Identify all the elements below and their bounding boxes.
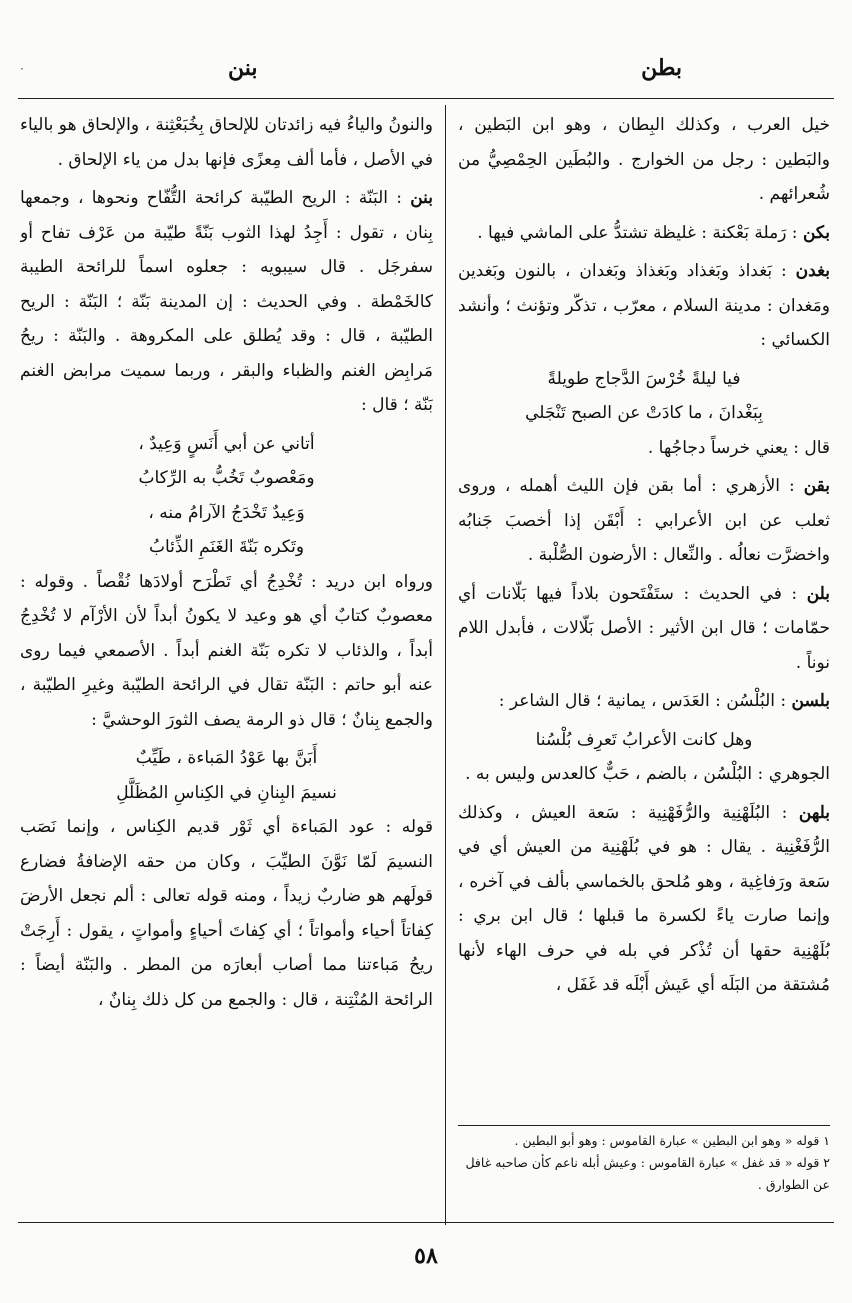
footnote: ١ قوله « وهو ابن البطين » عبارة القاموس : وهو أبو البطين . <box>514 1133 830 1148</box>
verse-line: أَبَنَّ بها عَوْدُ المَباءة ، طَيِّبٌ <box>135 748 318 768</box>
entry-text: : في الحديث : ستَفْتَحون بلاداً فيها بَلّانات أي حمّامات ؛ قال ابن الأثير : الأصل بَلّالات ، فأبدل اللام نوناً . <box>458 583 830 673</box>
entry-text: الجوهري : البُلْسُن ، بالضم ، حَبٌّ كالعدس وليس به . <box>465 764 830 784</box>
dictionary-entry <box>458 684 830 719</box>
header-right-word: بطن <box>641 55 682 81</box>
verse-line: فيا ليلةً خُرْسَ الدَّجاج طويلةً <box>547 368 741 389</box>
entry-headword: بلن <box>806 583 830 604</box>
entry-text: : البَنّة : الريح الطيّبة كرائحة التُّفّاح ونحوها ، وجمعها بِنان ، تقول : أَجِدُ لهذا الثوب بَنّةً طيّبة من عَرْف تفاح أو سفرجَل . قال سيبويه : جعلوه اسماً للرائحة الطيبة كالخَمْطة . وفي الحديث : إن المدينة بَنّة ؛ البَنّة : الريح الطيّبة ، قال : وقد يُطلق على المكروهة . والبَنّة : ريحُ مَرابِض الغنم والظباء والبقر ، وربما سميت مرابض الغنم بَنّة ؛ قال : <box>20 188 433 415</box>
footnote: ٢ قوله « قد غفل » عبارة القاموس : وعيش أبله ناعم كأن صاحبه غافل عن الطوارق . <box>465 1155 830 1192</box>
page-number: ٥٨ <box>414 1243 438 1269</box>
verse-line: ومَعْصوبٌ تَخُبُّ به الرِّكابُ <box>138 468 315 488</box>
entry-text: قال : يعني خرساً دجاجُها . <box>647 437 830 458</box>
poem-verse <box>20 741 433 810</box>
verse-line: نسيمَ البِنانِ في الكِناسِ المُظَلَّلِ <box>116 782 337 803</box>
dictionary-entry <box>458 254 830 358</box>
poem-verse <box>20 427 433 565</box>
column-divider <box>445 105 446 1225</box>
left-column <box>20 108 433 1218</box>
entry-text: والنونُ والياءُ فيه زائدتان للإلحاق بِخُبَعْثِنة ، والإلحاق هو بالياء في الأصل ، فأما ألف مِعزًى فإنها بدل من ياء الإلحاق . <box>20 115 433 170</box>
dictionary-entry <box>458 796 830 1003</box>
dictionary-entry <box>458 469 830 573</box>
dictionary-entry <box>20 108 433 177</box>
dictionary-entry <box>458 431 830 466</box>
entry-text: خيل العرب ، وكذلك البِطان ، وهو ابن البَطين ، والبَطين : رجل من الخوارج . والبُطَين الحِمْصِيُّ من شُعرائهم . <box>458 115 830 204</box>
dictionary-entry <box>458 108 830 212</box>
poem-verse <box>458 723 830 758</box>
entry-headword: بكن <box>802 222 830 243</box>
right-column <box>458 108 830 1223</box>
bottom-rule <box>18 1222 834 1223</box>
verse-line: أتاني عن أبي أَنَسٍ وَعِيدٌ ، <box>138 433 315 454</box>
footnotes <box>458 1125 830 1196</box>
verse-line: وَعِيدٌ تَخْدَجُ الآرامُ منه ، <box>148 502 305 523</box>
entry-headword: بقن <box>803 476 830 496</box>
verse-line: بِبَغْدانَ ، ما كادَتْ عن الصبح تَنْجَلي <box>525 403 763 423</box>
dictionary-entry <box>458 577 830 681</box>
entry-text: : رَملة بَعْكنة : غليظة تشتدُّ على الماشي فيها . <box>477 222 798 243</box>
dictionary-entry <box>20 565 433 738</box>
top-rule <box>18 98 834 99</box>
verse-line: وتَكره بَنّةَ الغَنَمِ الذِّئابُ <box>148 537 305 557</box>
header-left-word: بنن <box>228 55 258 81</box>
entry-text: : بَغداذ وبَغذاد وبَغذاذ وبَغدان ، بالنون وبَغدين ومَغدان : مدينة السلام ، معرّب ، تذكّر وتؤنث ؛ وأنشد الكسائي : <box>458 261 830 350</box>
entry-text: : البُلْسُن : العَدَس ، يمانية ؛ قال الشاعر : <box>498 691 787 711</box>
dictionary-entry <box>20 181 433 423</box>
entry-headword: بلهن <box>798 802 830 823</box>
verse-line: وهل كانت الأعرابُ تَعرِف بُلْسُنا <box>535 729 753 750</box>
poem-verse <box>458 362 830 431</box>
entry-text: ورواه ابن دريد : تُخْدِجُ أي تَطْرَح أولادَها نُقْصاً . وقوله : معصوبٌ كتابٌ أي هو وعيد لا يكونُ أبداً لأن الأرْآم لا تُخْدِجُ أبداً ، والذئاب لا تكره بَنّة الغنم أبداً . الأصمعي فيما روى عنه أبو حاتم : البَنّة تقال في الرائحة الطيّبة وغيرِ الطيّبة ، والجمع بِنانٌ ؛ قال ذو الرمة يصف الثورَ الوحشيَّ : <box>20 571 433 730</box>
dictionary-entry <box>458 757 830 792</box>
entry-text: : الأزهري : أما بقن فإن الليث أهمله ، وروى ثعلب عن ابن الأعرابي : أَبْقَن إذا أخصبَ جَنابُه واخضرَّت نعالُه . والنِّعال : الأرضون الصُّلْبة . <box>458 476 830 565</box>
dictionary-entry <box>20 810 433 1017</box>
margin-mark: · <box>20 62 24 76</box>
entry-text: قوله : عود المَباءة أي ثَوْر قديم الكِناس ، وإنما نَصَب النسيمَ لَمّا نَوَّنَ الطيِّبَ ، وكان من حقه الإضافةُ فضارع قولَهم هو ضاربٌ زيداً ، ومنه قوله تعالى : ألم نجعل الأرضَ كِفاتاً أحياء وأمواتاً ؛ أي كِفاتَ أحياءٍ وأمواتٍ ، يقول : أَرِجَتْ ريحُ مَباءتنا مما أصاب أبعارَه من المطر . والبَنّة أيضاً : الرائحة المُنْتِنة ، قال : والجمع من كل ذلك بِنانٌ ، <box>20 817 433 1010</box>
dictionary-entry <box>458 216 830 251</box>
entry-text: : البُلَهْنِية والرُّفَهْنِية : سَعة العيش ، وكذلك الرُّفَغْنِية . يقال : هو في بُلَهْنِية من العيش أي في سَعة ورَفاغِية ، وهو مُلحق بالخماسي بألف في آخره ، وإنما صارت ياءً لكسرة ما قبلها ؛ قال ابن بري : بُلَهْنِية حقها أن تُذْكر في بله في حرف الهاء لأنها مُشتقة من البَلَه أي عَيش أَبْلَه قد غَفَل ، <box>458 802 830 995</box>
entry-headword: بغدن <box>795 261 830 281</box>
entry-headword: بلسن <box>791 691 830 711</box>
entry-headword: بنن <box>410 188 433 208</box>
